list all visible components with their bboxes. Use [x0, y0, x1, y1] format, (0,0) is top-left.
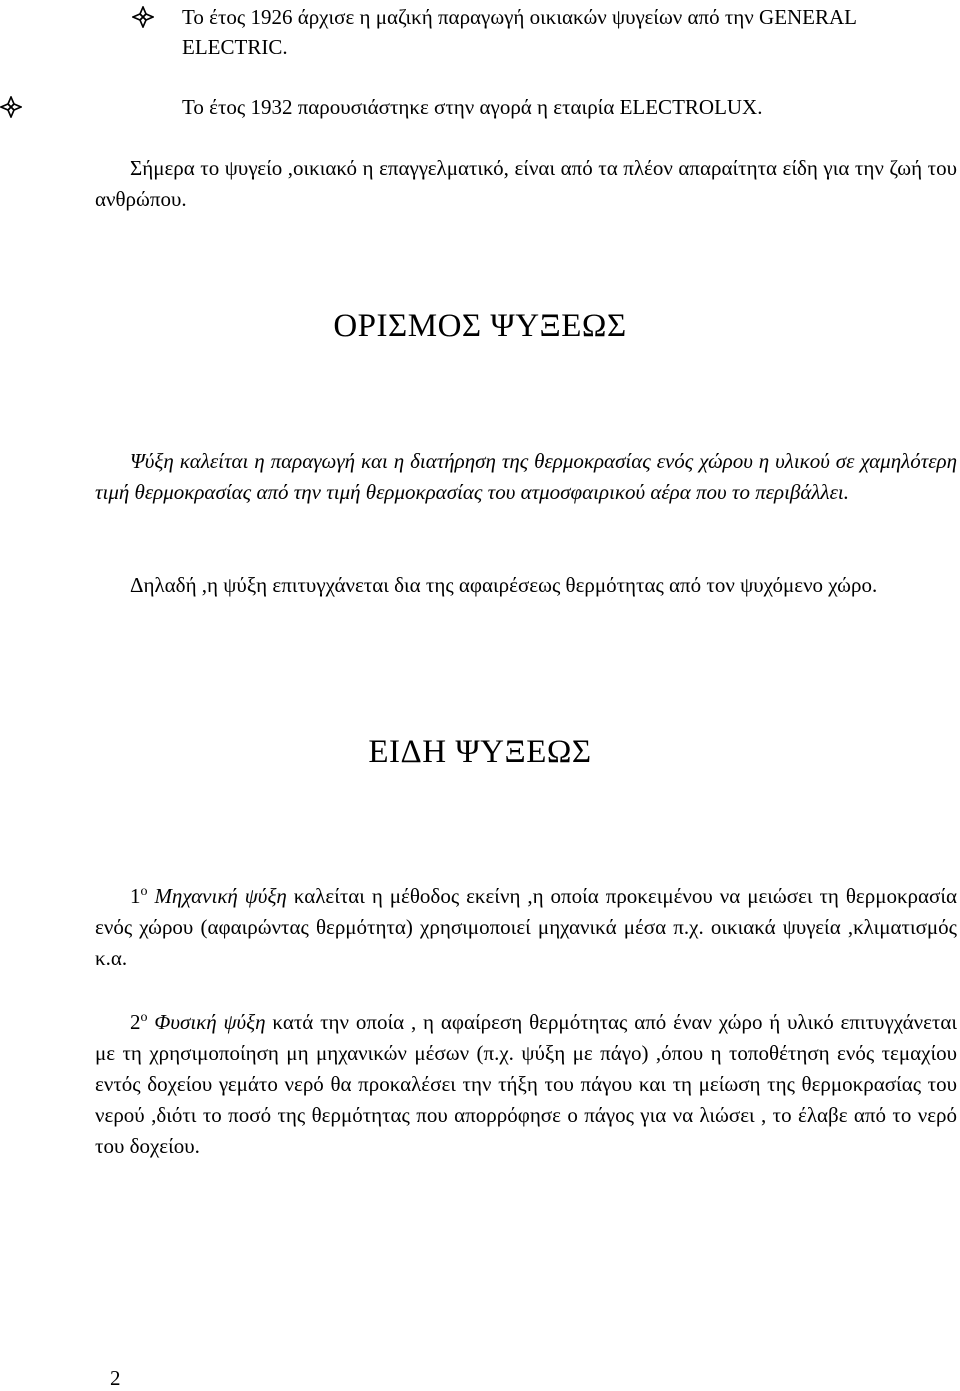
item-term: Μηχανική ψύξη [154, 884, 287, 908]
diamond-bullet-icon [0, 96, 22, 118]
definition-paragraph [95, 446, 957, 508]
item-ordinal: ο [140, 884, 148, 899]
page-number: 2 [110, 1366, 121, 1390]
item-number: 1 [130, 884, 141, 908]
section-heading-types: ΕΙΔΗ ΨΥΞΕΩΣ [368, 734, 592, 770]
natural-cooling-paragraph [95, 1007, 957, 1162]
item-ordinal: ο [140, 1010, 148, 1025]
item-number: 2 [130, 1010, 141, 1034]
bullet-text: Το έτος 1926 άρχισε η μαζική παραγωγή οικιακών ψυγείων από την GENERAL ELECTRIC. [182, 5, 857, 59]
item-text: καλείται η μέθοδος εκείνη ,η οποία προκειμένου να μειώσει τη θερμοκρασία ενός χώρου (αφαιρώντας θερμότητα) χρησιμοποιεί μηχανικά μέσα π.χ. οικιακά ψυγεία ,κλιματισμός κ.α. [95, 884, 957, 970]
intro-paragraph: Σήμερα το ψυγείο ,οικιακό η επαγγελματικό, είναι από τα πλέον απαραίτητα είδη για την ζωή του ανθρώπου. [95, 156, 957, 211]
bullet-text: Το έτος 1932 παρουσιάστηκε στην αγορά η εταιρία ELECTROLUX. [182, 95, 763, 119]
mechanical-cooling-paragraph [95, 881, 957, 974]
definition-text: Ψύξη καλείται η παραγωγή και η διατήρηση της θερμοκρασίας ενός χώρου η υλικού σε χαμηλότερη τιμή θερμοκρασίας από την τιμή θερμοκρασίας του ατμοσφαιρικού αέρα που το περιβάλλει. [95, 449, 957, 504]
item-text: κατά την οποία , η αφαίρεση θερμότητας από έναν χώρο ή υλικό επιτυγχάνεται με τη χρησιμοποίηση μη μηχανικών μέσων (π.χ. ψύξη με πάγο) ,όπου η τοποθέτηση ενός τεμαχίου εντός δοχείου γεμάτο νερό θα προκαλέσει την τήξη του πάγου και τη μείωση της θερμοκρασίας του νερού ,διότι το ποσό της θερμότητας που απορρόφησε ο πάγος για να λιώσει , το έλαβε από το νερό του δοχείου. [95, 1010, 958, 1158]
section-heading-definition: ΟΡΙΣΜΟΣ ΨΥΞΕΩΣ [333, 308, 627, 344]
item-term: Φυσική ψύξη [154, 1010, 266, 1034]
explanation-paragraph: Δηλαδή ,η ψύξη επιτυγχάνεται δια της αφαιρέσεως θερμότητας από τον ψυχόμενο χώρο. [130, 573, 878, 597]
diamond-bullet-icon [132, 6, 154, 28]
